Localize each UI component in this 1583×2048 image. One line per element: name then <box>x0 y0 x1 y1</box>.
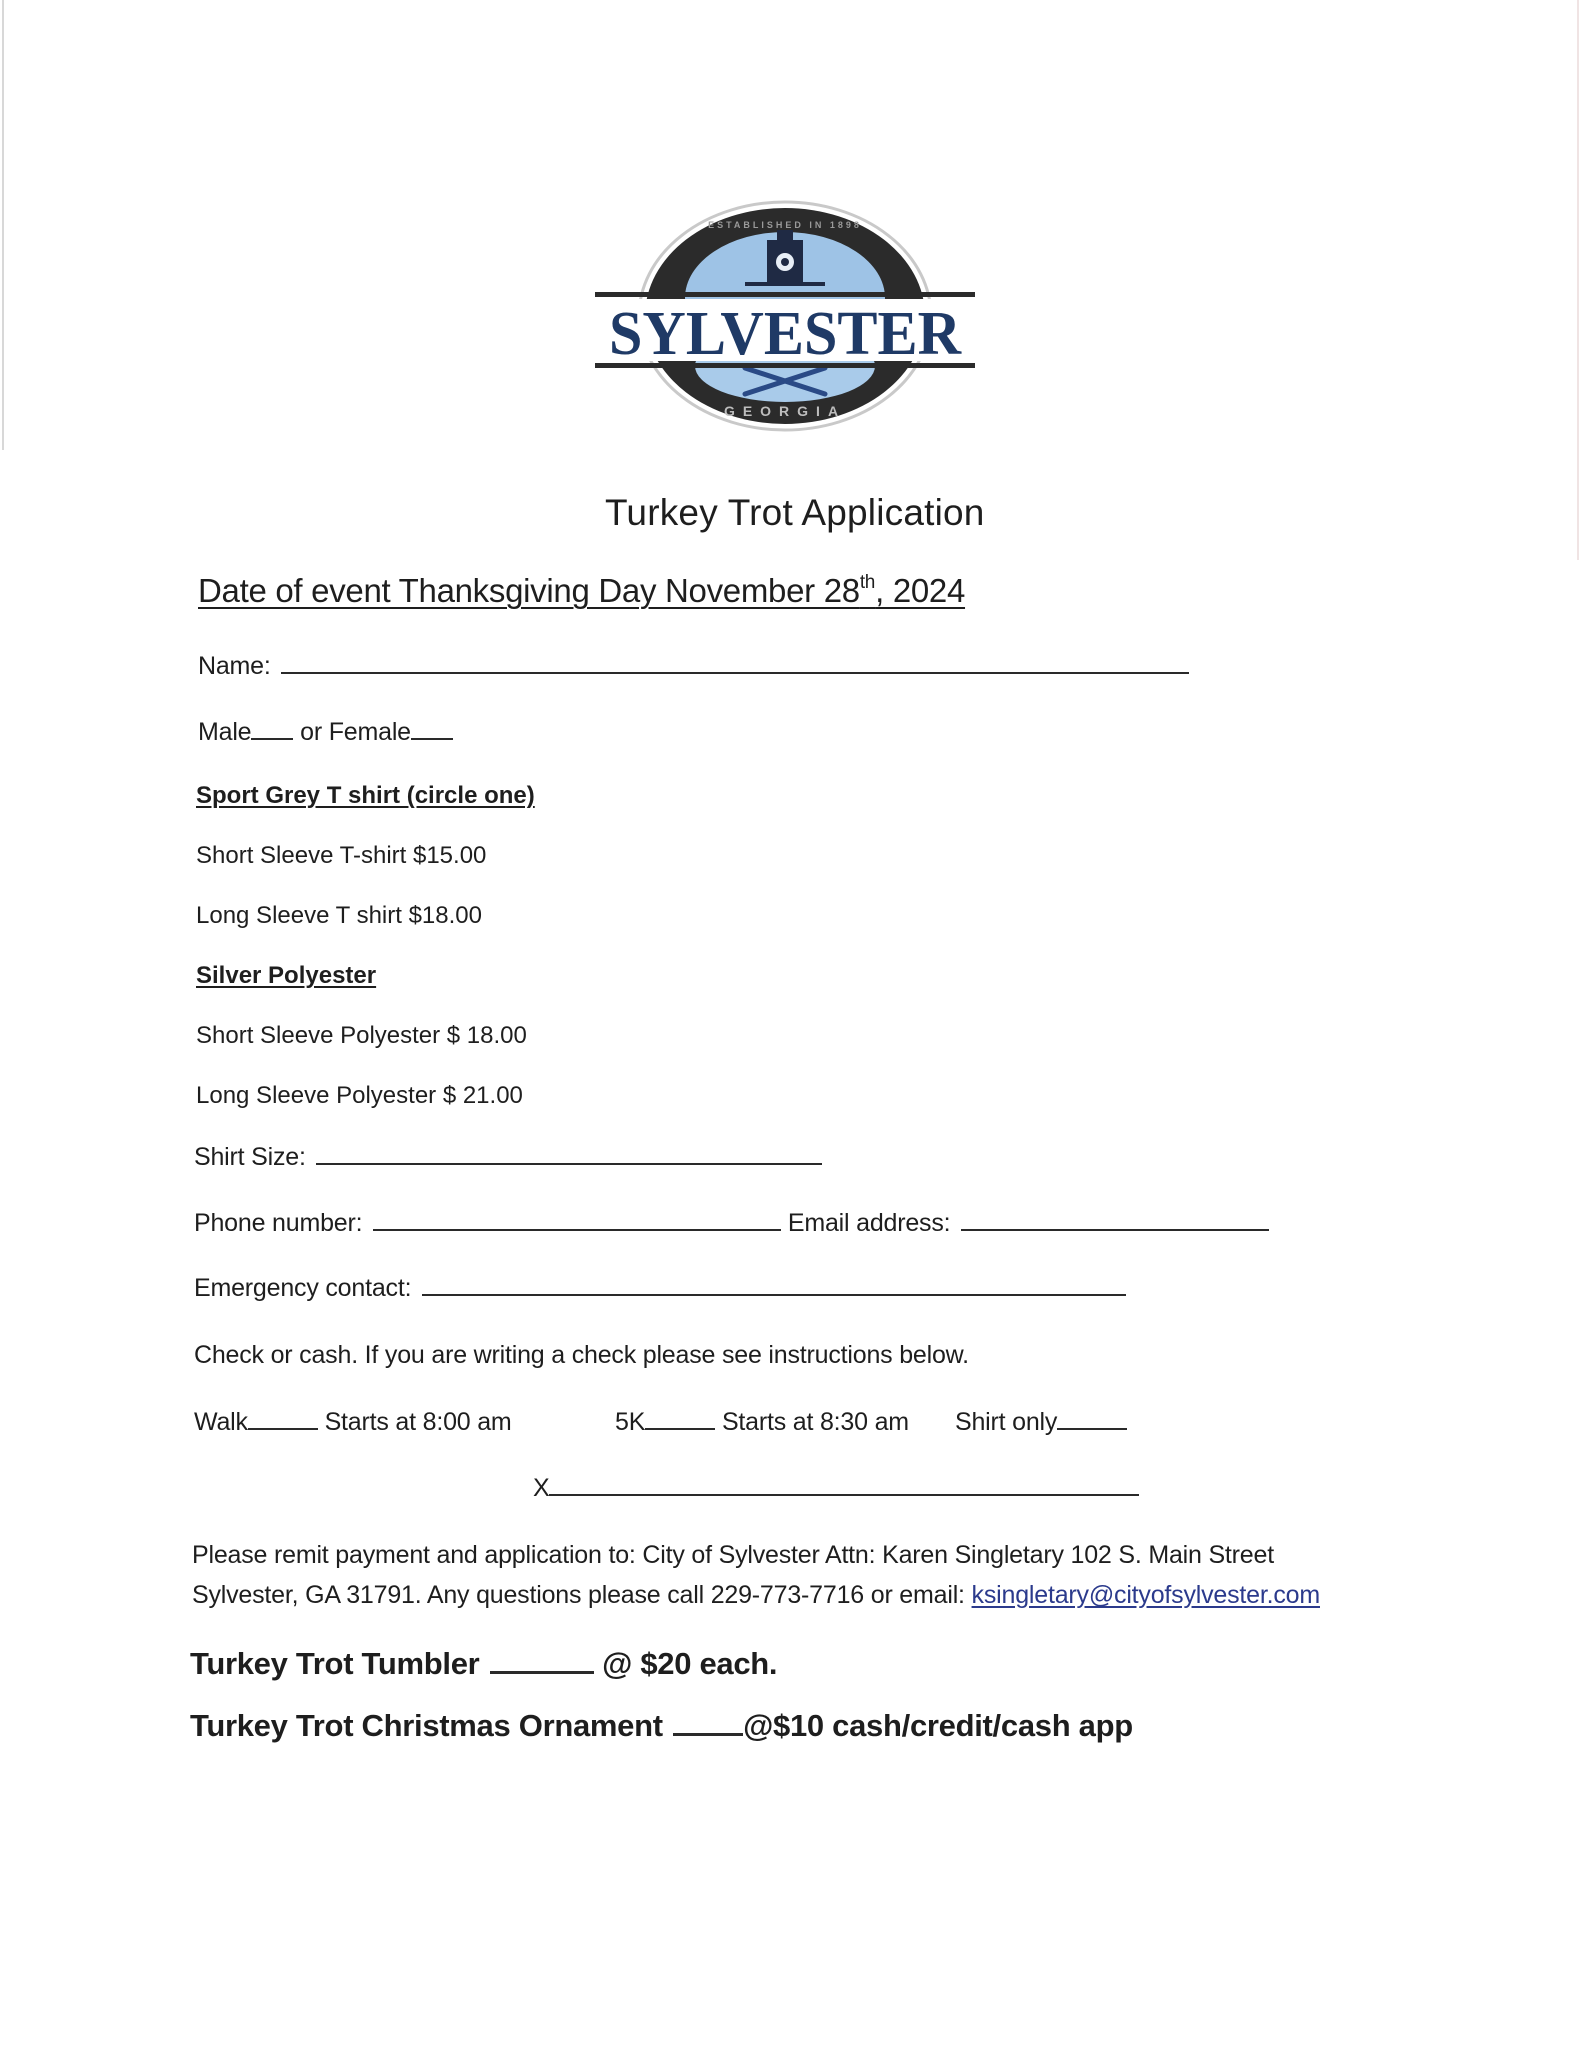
fivek-label: 5K <box>615 1408 646 1436</box>
shirt-only-label: Shirt only <box>955 1408 1058 1436</box>
page-title: Turkey Trot Application <box>605 492 985 533</box>
remit-line-2-text: Sylvester, GA 31791. Any questions please call 229-773-7716 or email: <box>192 1581 972 1609</box>
scan-edge-right <box>1577 0 1579 560</box>
event-type-5k <box>615 1408 909 1437</box>
walk-label: Walk <box>194 1408 248 1436</box>
tumbler-row <box>190 1646 777 1682</box>
tshirt-option[interactable]: Short Sleeve T-shirt $15.00 <box>196 842 487 869</box>
logo-arc-bottom: GEORGIA <box>723 403 847 419</box>
male-label: Male <box>198 718 252 746</box>
email-label: Email address: <box>787 1209 951 1237</box>
event-type-shirt-only <box>955 1408 1127 1437</box>
event-date-prefix: Date of event Thanksgiving Day November 28 <box>198 572 860 609</box>
phone-field[interactable] <box>373 1228 781 1231</box>
tumbler-qty-field[interactable] <box>490 1670 594 1674</box>
event-date-sup: th <box>859 572 876 593</box>
remit-line-1: Please remit payment and application to: City of Sylvester Attn: Karen Singletary 102 S. Main Street <box>192 1541 1274 1569</box>
tshirt-heading: Sport Grey T shirt (circle one) <box>196 782 535 809</box>
signature-field[interactable] <box>549 1493 1139 1496</box>
shirt-size-label: Shirt Size: <box>194 1143 306 1171</box>
fivek-field[interactable] <box>645 1427 715 1430</box>
ornament-row <box>190 1708 1133 1744</box>
name-row <box>198 652 1189 681</box>
walk-time: Starts at 8:00 am <box>324 1408 512 1436</box>
sylvester-logo <box>595 198 975 434</box>
logo-wordmark: SYLVESTER <box>609 300 963 368</box>
tumbler-price: @ $20 each. <box>602 1646 778 1681</box>
male-field[interactable] <box>251 737 293 740</box>
payment-note: Check or cash. If you are writing a check please see instructions below. <box>194 1341 969 1369</box>
polyester-heading: Silver Polyester <box>196 962 377 989</box>
polyester-option[interactable]: Long Sleeve Polyester $ 21.00 <box>196 1082 523 1109</box>
name-field[interactable] <box>281 671 1189 674</box>
walk-field[interactable] <box>248 1427 318 1430</box>
event-date-suffix: , 2024 <box>875 572 966 609</box>
ornament-price: @$10 cash/credit/cash app <box>743 1708 1133 1743</box>
contact-email-link[interactable]: ksingletary@cityofsylvester.com <box>971 1581 1320 1609</box>
remit-line-2 <box>192 1581 1320 1610</box>
tshirt-option[interactable]: Long Sleeve T shirt $18.00 <box>196 902 482 929</box>
shirt-only-field[interactable] <box>1057 1427 1127 1430</box>
signature-row <box>533 1474 1139 1503</box>
polyester-option[interactable]: Short Sleeve Polyester $ 18.00 <box>196 1022 527 1049</box>
shirt-size-field[interactable] <box>316 1162 822 1165</box>
signature-x: X <box>533 1474 550 1502</box>
ornament-qty-field[interactable] <box>673 1732 743 1736</box>
emergency-row <box>194 1274 1126 1303</box>
female-label: or Female <box>300 718 411 746</box>
phone-label: Phone number: <box>194 1209 363 1237</box>
fivek-time: Starts at 8:30 am <box>721 1408 909 1436</box>
name-label: Name: <box>198 652 271 680</box>
contact-row <box>194 1209 1269 1238</box>
female-field[interactable] <box>411 737 453 740</box>
emergency-label: Emergency contact: <box>194 1274 412 1302</box>
shirt-size-row <box>194 1143 822 1172</box>
emergency-field[interactable] <box>422 1293 1126 1296</box>
logo-banner-top-line <box>595 292 975 297</box>
gender-row <box>198 718 453 747</box>
event-date <box>198 572 965 610</box>
logo-arc-top: ESTABLISHED IN 1898 <box>708 220 862 230</box>
tumbler-label: Turkey Trot Tumbler <box>190 1646 480 1681</box>
ornament-label: Turkey Trot Christmas Ornament <box>190 1708 663 1743</box>
event-type-walk <box>194 1408 512 1437</box>
scan-edge-left <box>2 0 4 450</box>
email-field[interactable] <box>961 1228 1269 1231</box>
